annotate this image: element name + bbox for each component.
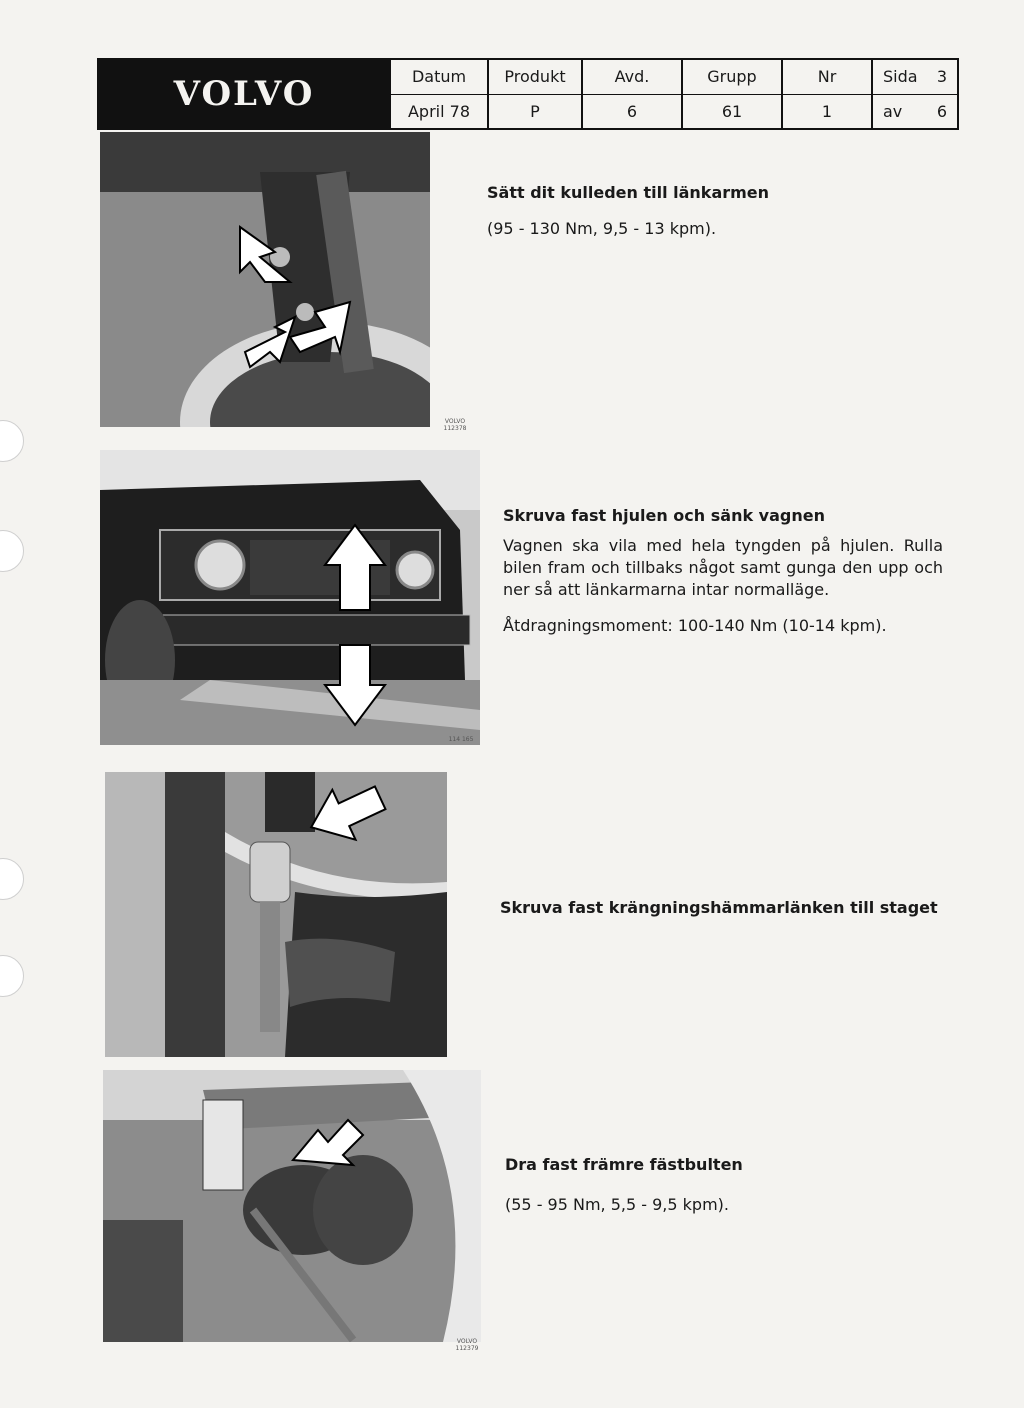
step-text-torque: Åtdragningsmoment: 100-140 Nm (10-14 kpm). — [503, 616, 887, 635]
sida-page: 3 — [936, 67, 947, 87]
step-title: Skruva fast krängningshämmarlänken till staget — [500, 898, 938, 917]
punch-hole — [0, 858, 24, 900]
photo-number: VOLVO 112378 — [443, 418, 467, 432]
photo-stabilizer-link — [105, 772, 447, 1057]
step-text: (95 - 130 Nm, 9,5 - 13 kpm). — [487, 219, 717, 238]
photo-front-bolt — [103, 1070, 481, 1342]
step-2-caption — [503, 505, 943, 637]
header-produkt — [487, 60, 581, 128]
header-nr — [781, 60, 871, 128]
step-title: Sätt dit kulleden till länkarmen — [487, 183, 770, 202]
header-value: 6 — [626, 101, 638, 121]
header-sida — [871, 60, 957, 128]
header-value: 1 — [821, 101, 833, 121]
header-label: Nr — [783, 60, 871, 95]
photo-number: VOLVO 112379 — [455, 1338, 479, 1352]
sida-of-label: av — [883, 101, 903, 121]
step-text: (55 - 95 Nm, 5,5 - 9,5 kpm). — [505, 1195, 729, 1214]
header-avd — [581, 60, 681, 128]
header-label: Avd. — [583, 60, 681, 95]
photo-ball-joint — [100, 132, 430, 427]
punch-hole — [0, 420, 24, 462]
document-header — [97, 58, 959, 130]
step-text: Vagnen ska vila med hela tyngden på hjulen. Rulla bilen fram och tillbaks något samt gunga den upp och ner så att länkarmarna intar normalläge. — [503, 536, 943, 599]
header-label: Produkt — [489, 60, 581, 95]
step-1-caption — [487, 182, 957, 240]
header-value: 61 — [721, 101, 743, 121]
header-label: Datum — [391, 60, 487, 95]
header-grupp — [681, 60, 781, 128]
photo-number: 114 165 — [448, 736, 474, 743]
sida-total: 6 — [936, 101, 947, 121]
step-title: Skruva fast hjulen och sänk vagnen — [503, 506, 825, 525]
step-title: Dra fast främre fästbulten — [505, 1155, 743, 1174]
header-label: Grupp — [683, 60, 781, 95]
header-value: P — [530, 101, 540, 121]
step-3-caption — [500, 897, 960, 933]
punch-hole — [0, 955, 24, 997]
volvo-logo: VOLVO — [99, 60, 389, 128]
step-4-caption — [505, 1154, 945, 1216]
photo-car-front — [100, 450, 480, 745]
header-value: April 78 — [407, 101, 470, 121]
punch-hole — [0, 530, 24, 572]
header-datum — [389, 60, 487, 128]
sida-label: Sida — [883, 67, 918, 87]
